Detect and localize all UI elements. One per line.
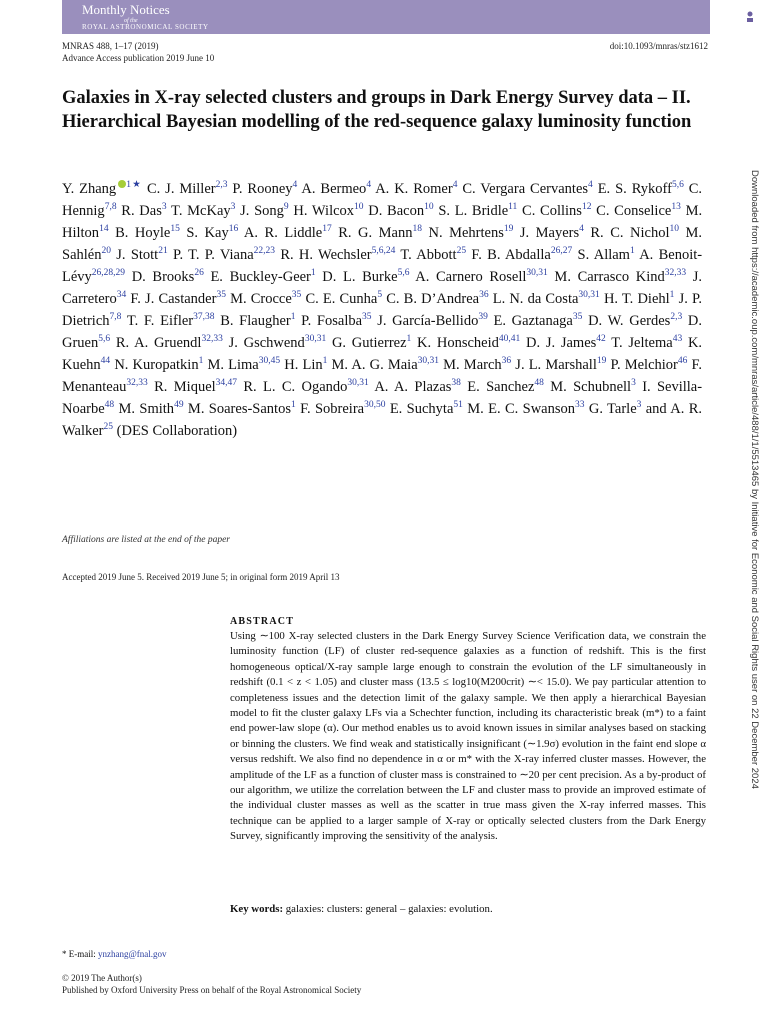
affiliation-ref[interactable]: 44 — [100, 356, 111, 367]
affiliation-ref[interactable]: 46 — [677, 356, 688, 367]
author-name: E. Gaztanaga — [493, 313, 573, 329]
author-name: B. Hoyle — [115, 225, 171, 241]
author — [467, 379, 544, 395]
affiliation-ref[interactable]: 32,33 — [126, 378, 148, 389]
affiliation-ref[interactable]: 7,8 — [104, 202, 117, 213]
affiliation-ref[interactable]: 14 — [99, 224, 109, 235]
author-name: S. Kay — [186, 225, 229, 241]
affiliation-ref[interactable]: 1 — [310, 268, 316, 279]
author — [386, 291, 488, 307]
affiliation-ref[interactable]: 40,41 — [498, 334, 521, 345]
author — [375, 181, 457, 197]
author-name: P. Fosalba — [301, 313, 363, 329]
email-prefix: * E-mail: — [62, 949, 96, 959]
author — [300, 401, 385, 417]
affiliation-ref[interactable]: 4 — [588, 180, 593, 191]
affiliation-ref[interactable]: 19 — [503, 224, 514, 235]
author — [244, 225, 332, 241]
publisher: Published by Oxford University Press on behalf of the Royal Astronomical Society — [62, 985, 362, 995]
affiliation-ref[interactable]: 5,6 — [671, 180, 684, 191]
author — [116, 335, 223, 351]
author-name: N. Kuropatkin — [114, 357, 199, 373]
author-name: L. N. da Costa — [492, 291, 579, 307]
affiliation-ref[interactable]: 38 — [451, 378, 461, 389]
affiliation-ref[interactable]: 30,45 — [258, 356, 281, 367]
author — [578, 247, 635, 263]
author-name: R. G. Mann — [338, 225, 413, 241]
author — [232, 181, 297, 197]
ras-crest-icon — [742, 6, 758, 28]
author-name: M. March — [443, 357, 502, 373]
author — [377, 313, 488, 329]
affiliation-ref[interactable]: 1 — [669, 290, 675, 301]
affiliation-ref[interactable]: 4 — [292, 180, 298, 191]
author — [604, 291, 674, 307]
author — [154, 379, 237, 395]
author-name: M. Lima — [207, 357, 259, 373]
author — [332, 335, 411, 351]
author — [520, 225, 584, 241]
affiliation-ref[interactable]: 43 — [672, 334, 683, 345]
author — [438, 203, 517, 219]
author — [443, 357, 511, 373]
author-name: J. L. Marshall — [515, 357, 597, 373]
author — [132, 269, 204, 285]
affiliation-ref[interactable]: 16 — [228, 224, 239, 235]
affiliation-ref[interactable]: 5,6 — [397, 268, 410, 279]
copyright: © 2019 The Author(s) — [62, 973, 142, 983]
author — [550, 379, 636, 395]
author-name: M. A. G. Maia — [331, 357, 418, 373]
affiliation-ref[interactable]: 49 — [174, 400, 184, 411]
author-name: H. Lin — [284, 357, 323, 373]
author-name: R. H. Wechsler — [280, 247, 372, 263]
author-name: D. Bacon — [368, 203, 425, 219]
author — [588, 313, 682, 329]
author — [280, 247, 395, 263]
affiliation-ref[interactable]: 18 — [412, 224, 422, 235]
author-name: G. Gutierrez — [331, 335, 407, 351]
author-name: A. K. Romer — [375, 181, 453, 197]
affiliation-ref[interactable]: 25 — [456, 246, 467, 257]
author — [240, 203, 289, 219]
affiliation-ref[interactable]: 30,50 — [364, 400, 386, 411]
author — [467, 401, 584, 417]
affiliation-ref[interactable]: 12 — [581, 202, 592, 213]
affiliation-ref[interactable]: 3 — [230, 202, 236, 213]
affiliation-ref[interactable]: 34,47 — [215, 378, 238, 389]
journal-name: Monthly Notices — [82, 2, 170, 17]
author — [589, 401, 642, 417]
author-name: R. Das — [121, 203, 162, 219]
author — [130, 291, 226, 307]
author-name: G. Tarle — [588, 401, 637, 417]
author-name: J. P. Dietrich — [62, 291, 703, 329]
author-name: F. B. Abdalla — [471, 247, 551, 263]
affiliation-ref[interactable]: 1 — [406, 334, 412, 345]
affiliation-ref[interactable]: 4 — [452, 180, 458, 191]
author-name: C. Vergara Cervantes — [462, 181, 589, 197]
affiliation-ref[interactable]: 35 — [291, 290, 302, 301]
author — [127, 313, 215, 329]
affiliation-ref[interactable]: 48 — [534, 378, 544, 389]
author-name: D. J. James — [526, 335, 597, 351]
journal-banner — [62, 0, 710, 34]
author — [293, 203, 363, 219]
author-name: M. Schubnell — [550, 379, 632, 395]
author-name: and A. R. Walker — [62, 401, 702, 439]
author — [415, 269, 548, 285]
affiliation-ref[interactable]: 7,8 — [109, 312, 122, 323]
affiliation-ref[interactable]: 5,6 — [98, 334, 111, 345]
affiliation-ref[interactable]: 11 — [508, 202, 518, 213]
author-name: A. R. Liddle — [243, 225, 323, 241]
author-name: R. L. C. Ogando — [243, 379, 348, 395]
author — [210, 269, 315, 285]
author — [301, 181, 371, 197]
author-name: F. J. Castander — [130, 291, 217, 307]
author-name: J. Gschwend — [228, 335, 305, 351]
affiliation-ref[interactable]: 35 — [216, 290, 226, 301]
author-name: S. L. Bridle — [438, 203, 509, 219]
author-name: E. Buckley-Geer — [210, 269, 311, 285]
author-name: P. Melchior — [610, 357, 678, 373]
author — [338, 225, 422, 241]
email-footnote — [62, 949, 167, 959]
author — [400, 247, 466, 263]
affiliation-ref[interactable]: 35 — [572, 312, 583, 323]
author-name: M. Crocce — [230, 291, 292, 307]
author-name: C. Hennig — [62, 181, 703, 219]
abstract-text: Using ∼100 X-ray selected clusters in the Dark Energy Survey Science Verification data, we constrain the luminosity function (LF) of cluster red-sequence galaxies as a function of redshift. This is the first homogeneous optical/X-ray sample large enough to constrain the evolution of the LF simultaneously in redshift (0.1 < z < 1.05) and cluster mass (13.5 ≤ log10(M200crit) ∼< 15.0). We pay particular attention to completeness issues and the detection limit of the galaxy sample. We then apply a hierarchical Bayesian model to fit the cluster galaxy LFs via a Schechter function, including its characteristic break (m*) to a faint end power-law slope (α). Our method enables us to avoid known issues in similar analyses based on stacking or binning the clusters. We find weak and statistically insignificant (∼1.9σ) evolution in the faint end slope α versus redshift. We also find no dependence in α or m* with the X-ray inferred cluster masses. However, the amplitude of the LF as a function of cluster mass is constrained to ∼20 per cent precision. As a by-product of our algorithm, we utilize the correlation between the LF and cluster mass to provide an improved estimate of the individual cluster masses as well as the scatter in true mass given the X-ray inferred masses. This technique can be applied to a larger sample of X-ray or optically selected clusters from the Dark Energy Survey, significantly improving the sensitivity of the analysis. — [230, 630, 706, 843]
author — [229, 335, 327, 351]
affiliation-ref[interactable]: 4 — [366, 180, 372, 191]
author-name: C. B. D’Andrea — [386, 291, 480, 307]
author-name: C. Collins — [522, 203, 582, 219]
affiliation-ref[interactable]: 48 — [104, 400, 115, 411]
author-name: N. Mehrtens — [428, 225, 504, 241]
affiliation-ref[interactable]: 25 — [103, 422, 114, 433]
author-name: F. Menanteau — [62, 357, 703, 395]
author-name: E. Sanchez — [467, 379, 535, 395]
affiliation-ref[interactable]: 10 — [424, 202, 434, 213]
author — [590, 225, 679, 241]
affiliation-ref[interactable]: 1★ — [126, 180, 143, 191]
abstract-heading: ABSTRACT — [230, 616, 295, 627]
abstract — [230, 616, 706, 845]
author-name: E. S. Rykoff — [597, 181, 672, 197]
paper-title: Galaxies in X-ray selected clusters and groups in Dark Energy Survey data – II. Hierarchical Bayesian modelling of the red-sequence galaxy luminosity function — [62, 88, 692, 132]
author — [417, 335, 520, 351]
affiliation-ref[interactable]: 30,31 — [347, 378, 369, 389]
affiliation-ref[interactable]: 1 — [198, 356, 204, 367]
affiliation-ref[interactable]: 42 — [596, 334, 606, 345]
advance-access: Advance Access publication 2019 June 10 — [62, 53, 215, 63]
author — [322, 269, 409, 285]
author-name: M. Hilton — [62, 203, 703, 241]
author-name: R. Miquel — [154, 379, 216, 395]
author — [611, 335, 682, 351]
author-name: J. Carretero — [62, 269, 703, 307]
author — [526, 335, 606, 351]
author — [243, 379, 368, 395]
author — [598, 181, 684, 197]
author — [116, 247, 167, 263]
author-name: C. J. Miller — [146, 181, 216, 197]
author — [207, 357, 280, 373]
affiliation-ref[interactable]: 22,23 — [253, 246, 276, 257]
author — [332, 357, 439, 373]
author — [471, 247, 572, 263]
author — [171, 203, 235, 219]
author — [596, 203, 681, 219]
keywords-label: Key words: — [230, 903, 284, 915]
author — [220, 313, 295, 329]
affiliation-ref[interactable]: 3 — [636, 400, 642, 411]
author-name: M. Smith — [118, 401, 175, 417]
author-name: F. Sobreira — [300, 401, 365, 417]
author — [121, 203, 166, 219]
author — [374, 379, 461, 395]
accepted-dates: Accepted 2019 June 5. Received 2019 June 5; in original form 2019 April 13 — [62, 572, 340, 582]
affiliation-ref[interactable]: 36 — [501, 356, 512, 367]
email-link[interactable]: ynzhang@fnal.gov — [98, 949, 167, 959]
author — [515, 357, 606, 373]
author-name: R. C. Nichol — [590, 225, 670, 241]
author — [114, 357, 203, 373]
author — [494, 313, 583, 329]
author-name: M. Carrasco Kind — [554, 269, 665, 285]
author-name: A. Bermeo — [301, 181, 367, 197]
affiliation-ref[interactable]: 30,31 — [417, 356, 440, 367]
affiliation-ref[interactable]: 2,3 — [215, 180, 228, 191]
author — [186, 225, 238, 241]
affiliation-ref[interactable]: 1 — [290, 312, 296, 323]
affiliation-ref[interactable]: 5,6,24 — [371, 246, 396, 257]
author — [301, 313, 371, 329]
affiliation-ref[interactable]: 10 — [354, 202, 364, 213]
affiliation-ref[interactable]: 3 — [631, 378, 636, 389]
author-name: J. Song — [240, 203, 284, 219]
download-notice[interactable]: Downloaded from https://academic.oup.com/mnras/article/488/1/1/5513465 by Initiative for Economic and Social Rights user on 22 December 2024 — [749, 170, 760, 789]
affiliation-ref[interactable]: 26,27 — [550, 246, 573, 257]
affiliation-ref[interactable]: 20 — [101, 246, 111, 257]
author — [115, 225, 180, 241]
author-name: P. T. P. Viana — [173, 247, 254, 263]
affiliation-ref[interactable]: 39 — [478, 312, 488, 323]
author-name: A. Benoit-Lévy — [62, 247, 703, 285]
author-name: S. Allam — [577, 247, 630, 263]
author-name: T. Jeltema — [611, 335, 673, 351]
author — [462, 181, 592, 197]
affiliation-ref[interactable]: 30,31 — [304, 334, 327, 345]
author-name: T. F. Eifler — [126, 313, 194, 329]
affiliation-ref[interactable]: 10 — [669, 224, 679, 235]
author-name: M. E. C. Swanson — [467, 401, 575, 417]
author — [493, 291, 600, 307]
author — [62, 181, 142, 197]
download-sidebar — [744, 170, 764, 860]
author-name: J. Stott — [116, 247, 159, 263]
author — [147, 181, 228, 197]
author-name: D. L. Burke — [322, 269, 398, 285]
author-list — [62, 178, 702, 442]
affiliation-ref[interactable]: 4 — [579, 224, 584, 235]
affiliations-note: Affiliations are listed at the end of the paper — [62, 535, 230, 545]
affiliation-ref[interactable]: 13 — [671, 202, 681, 213]
society-name: ROYAL ASTRONOMICAL SOCIETY — [82, 23, 209, 31]
affiliation-ref[interactable]: 15 — [170, 224, 180, 235]
author — [230, 291, 301, 307]
author-name: H. T. Diehl — [603, 291, 670, 307]
affiliation-ref[interactable]: 19 — [596, 356, 607, 367]
author-name: J. Mayers — [519, 225, 580, 241]
author-name: Y. Zhang — [62, 181, 117, 197]
keywords-text: galaxies: clusters: general – galaxies: evolution. — [285, 903, 493, 915]
author-name: D. Gruen — [62, 313, 702, 351]
collaboration: (DES Collaboration) — [116, 423, 238, 439]
affiliation-ref[interactable]: 9 — [283, 202, 289, 213]
citation: MNRAS 488, 1–17 (2019) — [62, 41, 159, 51]
author-name: M. Soares-Santos — [187, 401, 291, 417]
affiliation-ref[interactable]: 30,31 — [526, 268, 548, 279]
affiliation-ref[interactable]: 1 — [322, 356, 328, 367]
orcid-icon[interactable] — [118, 180, 126, 188]
affiliation-ref[interactable]: 34 — [116, 290, 127, 301]
affiliation-ref[interactable]: 30,31 — [578, 290, 600, 301]
affiliation-ref[interactable]: 5 — [377, 290, 383, 301]
author-name: B. Flaugher — [220, 313, 291, 329]
author — [305, 291, 382, 307]
author-name: R. A. Gruendl — [115, 335, 202, 351]
author — [428, 225, 513, 241]
affiliation-ref[interactable]: 17 — [322, 224, 332, 235]
journal-of: of the — [124, 18, 138, 24]
affiliation-ref[interactable]: 32,33 — [664, 268, 687, 279]
author-name: C. E. Cunha — [305, 291, 378, 307]
author-name: P. Rooney — [232, 181, 293, 197]
author — [522, 203, 591, 219]
author-name: H. Wilcox — [293, 203, 355, 219]
affiliation-ref[interactable]: 32,33 — [201, 334, 223, 345]
author-name: M. Sahlén — [62, 225, 703, 263]
author-name: J. García-Bellido — [377, 313, 479, 329]
author-name: D. Brooks — [131, 269, 195, 285]
author-name: A. A. Plazas — [374, 379, 452, 395]
affiliation-ref[interactable]: 26 — [194, 268, 204, 279]
keywords — [230, 903, 493, 915]
author-name: K. Kuehn — [62, 335, 703, 373]
affiliation-ref[interactable]: 1 — [629, 246, 635, 257]
doi-link[interactable]: doi:10.1093/mnras/stz1612 — [609, 41, 708, 51]
author — [611, 357, 688, 373]
affiliation-ref[interactable]: 37,38 — [193, 312, 215, 323]
author-name: A. Carnero Rosell — [415, 269, 527, 285]
author-name: T. Abbott — [400, 247, 457, 263]
affiliation-ref[interactable]: 35 — [362, 312, 372, 323]
affiliation-ref[interactable]: 2,3 — [670, 312, 683, 323]
author-name: E. Suchyta — [389, 401, 454, 417]
author-name: C. Conselice — [596, 203, 672, 219]
author-name: K. Honscheid — [417, 335, 499, 351]
affiliation-ref[interactable]: 33 — [575, 400, 585, 411]
author — [188, 401, 296, 417]
affiliation-ref[interactable]: 21 — [158, 246, 168, 257]
affiliation-ref[interactable]: 36 — [479, 290, 489, 301]
affiliation-ref[interactable]: 3 — [161, 202, 167, 213]
affiliation-ref[interactable]: 51 — [453, 400, 463, 411]
copyright-block — [62, 972, 361, 996]
affiliation-ref[interactable]: 1 — [290, 400, 296, 411]
affiliation-ref[interactable]: 26,28,29 — [91, 268, 126, 279]
author — [173, 247, 275, 263]
author-name: I. Sevilla-Noarbe — [62, 379, 703, 417]
author — [119, 401, 184, 417]
author — [390, 401, 463, 417]
author — [554, 269, 686, 285]
author — [284, 357, 327, 373]
author-name: D. W. Gerdes — [588, 313, 671, 329]
author — [368, 203, 433, 219]
author-name: T. McKay — [171, 203, 231, 219]
